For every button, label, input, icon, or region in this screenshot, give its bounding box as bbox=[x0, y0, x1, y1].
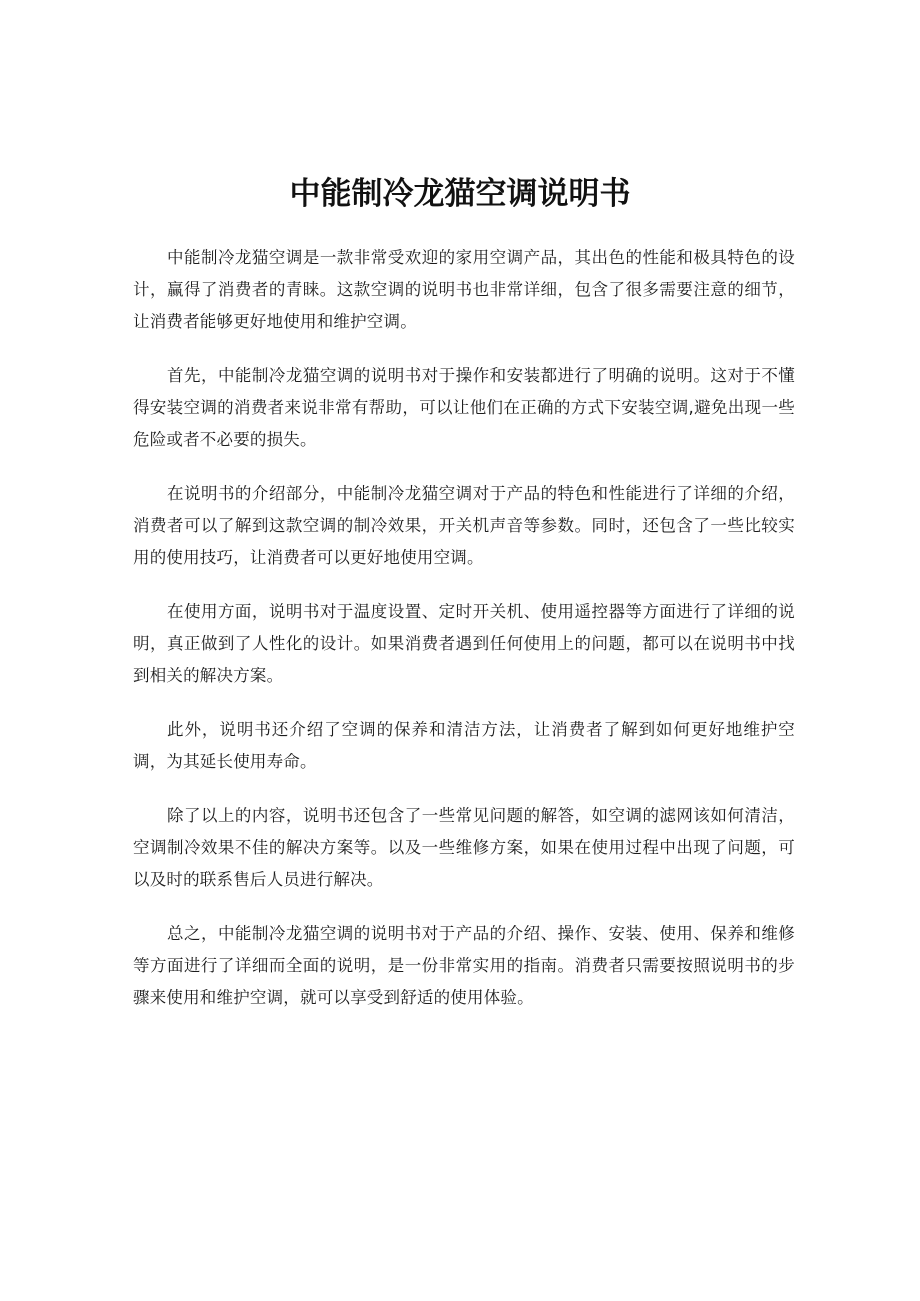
paragraph-maintenance: 此外，说明书还介绍了空调的保养和清洁方法，让消费者了解到如何更好地维护空调，为其延长使用寿命。 bbox=[133, 720, 795, 771]
paragraph-features: 在说明书的介绍部分，中能制冷龙猫空调对于产品的特色和性能进行了详细的介绍，消费者可以了解到这款空调的制冷效果，开关机声音等参数。同时，还包含了一些比较实用的使用技巧，让消费者可以更好地使用空调。 bbox=[133, 484, 795, 567]
paragraph-faq: 除了以上的内容，说明书还包含了一些常见问题的解答，如空调的滤网该如何清洁，空调制冷效果不佳的解决方案等。以及一些维修方案，如果在使用过程中出现了问题，可以及时的联系售后人员进行解决。 bbox=[133, 806, 795, 889]
paragraph-installation: 首先，中能制冷龙猫空调的说明书对于操作和安装都进行了明确的说明。这对于不懂得安装空调的消费者来说非常有帮助，可以让他们在正确的方式下安装空调,避免出现一些危险或者不必要的损失。 bbox=[133, 366, 795, 449]
document-body bbox=[133, 242, 795, 1036]
document-title: 中能制冷龙猫空调说明书 bbox=[289, 176, 631, 212]
paragraph-summary: 总之，中能制冷龙猫空调的说明书对于产品的介绍、操作、安装、使用、保养和维修等方面进行了详细而全面的说明，是一份非常实用的指南。消费者只需要按照说明书的步骤来使用和维护空调，就可以享受到舒适的使用体验。 bbox=[133, 924, 795, 1007]
paragraph-usage: 在使用方面，说明书对于温度设置、定时开关机、使用遥控器等方面进行了详细的说明，真正做到了人性化的设计。如果消费者遇到任何使用上的问题，都可以在说明书中找到相关的解决方案。 bbox=[133, 602, 795, 685]
paragraph-intro: 中能制冷龙猫空调是一款非常受欢迎的家用空调产品，其出色的性能和极具特色的设计，赢得了消费者的青睐。这款空调的说明书也非常详细，包含了很多需要注意的细节，让消费者能够更好地使用和维护空调。 bbox=[133, 248, 795, 331]
